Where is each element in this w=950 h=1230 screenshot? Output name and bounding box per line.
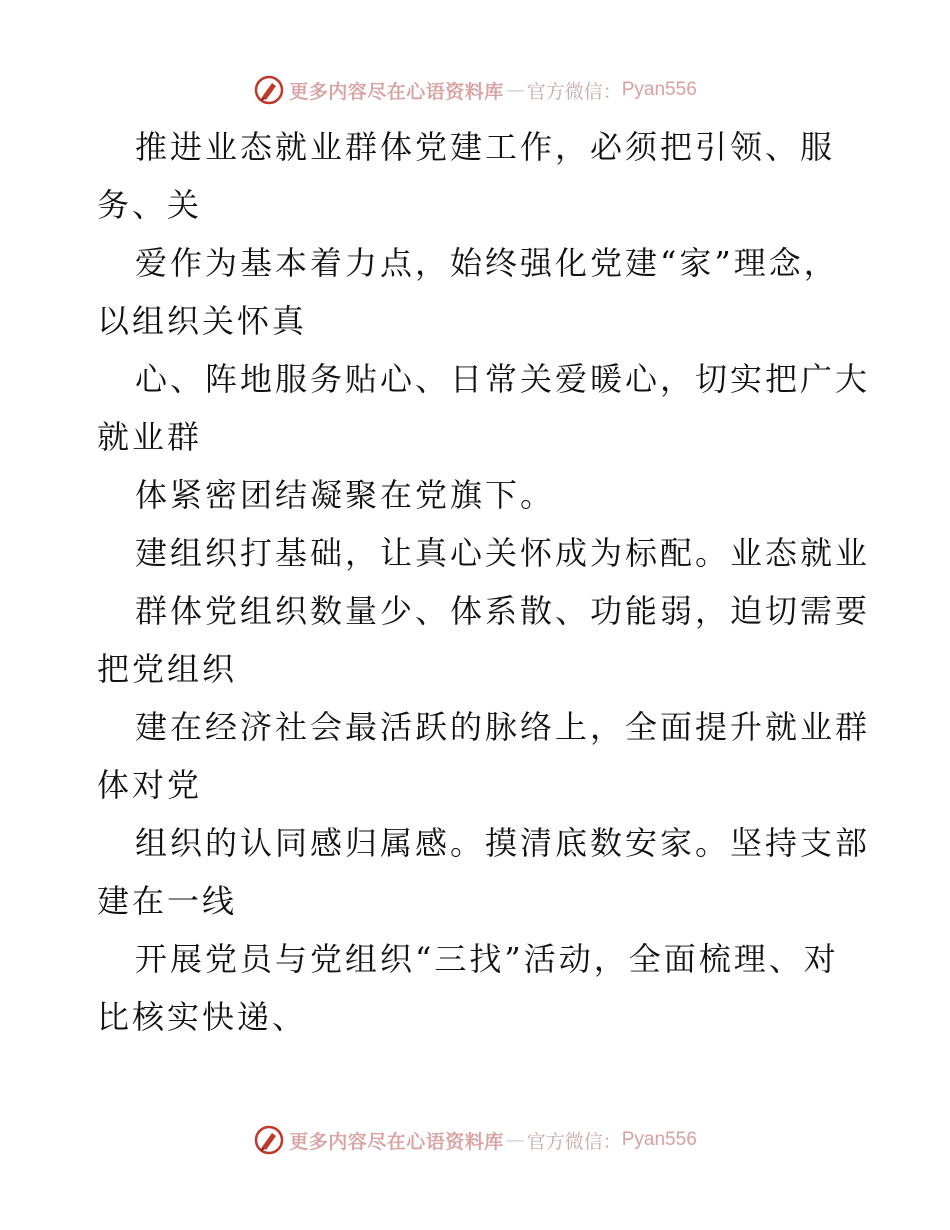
header-banner [0,70,950,110]
banner-label: 官方微信： [526,80,622,103]
footer-banner [0,1120,950,1160]
paragraph-line: 比核实快递、 [97,998,308,1036]
paragraph-line: 体紧密团结凝聚在党旗下。 [135,476,556,514]
paragraph-line: 推进业态就业群体党建工作，必须把引领、服 [135,128,836,166]
banner-account: Pyan556 [621,79,697,100]
banner-separator: — [505,1129,525,1151]
paragraph-line: 建在一线 [97,882,238,920]
paragraph-line: 心、阵地服务贴心、日常关爱暖心，切实把广大 [135,360,871,398]
paragraph-line: 建组织打基础，让真心关怀成为标配。业态就业 [135,534,871,572]
banner-separator: — [505,79,525,101]
paragraph-line: 爱作为基本着力点，始终强化党建“家”理念， [135,244,839,282]
paragraph-line: 开展党员与党组织“三找”活动，全面梳理、对 [135,940,839,978]
paragraph-line: 群体党组织数量少、体系散、功能弱，迫切需要 [135,592,871,630]
paragraph-line: 就业群 [97,418,203,456]
banner-label: 官方微信： [526,1130,622,1153]
paragraph-line: 把党组织 [97,650,238,688]
paragraph-line: 务、关 [97,186,203,224]
banner-account: Pyan556 [621,1129,697,1150]
document-body [97,118,871,1046]
paragraph-line: 以组织关怀真 [97,302,308,340]
paragraph-line: 建在经济社会最活跃的脉络上，全面提升就业群 [135,708,871,746]
pen-logo-icon [253,74,285,106]
banner-title: 更多内容尽在心语资料库 [289,1130,504,1153]
paragraph-line: 组织的认同感归属感。摸清底数安家。坚持支部 [135,824,871,862]
banner-title: 更多内容尽在心语资料库 [289,80,504,103]
paragraph-line: 体对党 [97,766,203,804]
pen-logo-icon [253,1124,285,1156]
